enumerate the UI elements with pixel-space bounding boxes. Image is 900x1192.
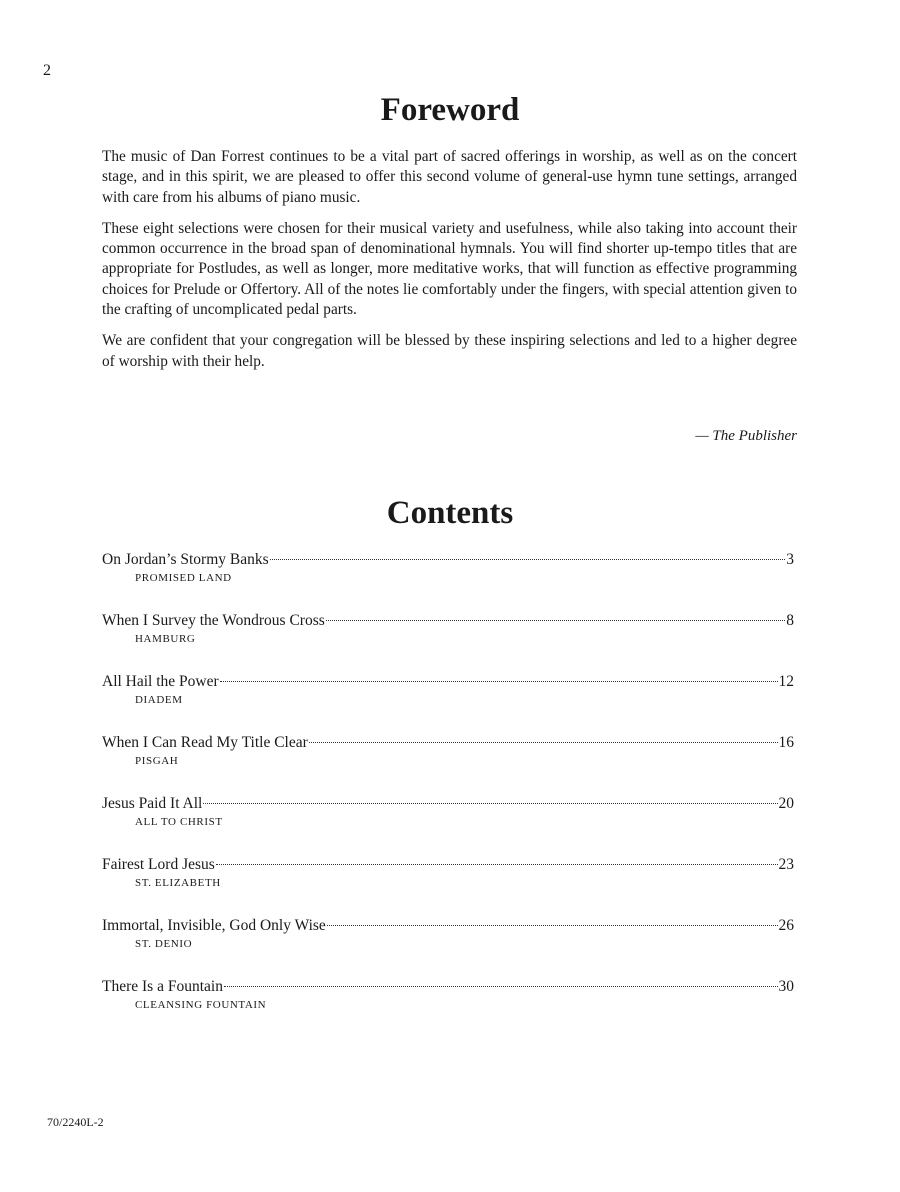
foreword-paragraph: The music of Dan Forrest continues to be a vital part of sacred offerings in worship, as well as on the concert stage, and in this spirit, we are pleased to offer this second volume of general-use hymn tune settings, arranged with care from his albums of piano music. — [102, 148, 797, 206]
toc-tune-name: ST. ELIZABETH — [135, 877, 221, 889]
catalog-number: 70/2240L-2 — [47, 1115, 104, 1129]
toc-item — [102, 733, 794, 794]
toc-title: When I Survey the Wondrous Cross — [102, 612, 325, 629]
signature: — The Publisher — [695, 428, 797, 444]
contents-title: Contents — [386, 495, 514, 531]
foreword-body — [102, 147, 797, 383]
foreword-paragraph: We are confident that your congregation will be blessed by these inspiring selections and led to a higher degree of worship with their help. — [102, 332, 797, 370]
toc-item — [102, 672, 794, 733]
toc-leader-dots — [203, 803, 777, 804]
toc-leader-dots — [309, 742, 778, 743]
page-number: 2 — [43, 62, 51, 79]
toc-leader-dots — [270, 559, 786, 560]
toc-tune-name: ALL TO CHRIST — [135, 816, 223, 828]
toc-page-number: 12 — [778, 673, 794, 690]
toc-tune-name: DIADEM — [135, 694, 183, 706]
toc-leader-dots — [326, 620, 785, 621]
toc-title: There Is a Fountain — [102, 978, 223, 995]
toc-leader-dots — [216, 864, 778, 865]
toc-title: Fairest Lord Jesus — [102, 856, 215, 873]
toc-title: On Jordan’s Stormy Banks — [102, 551, 269, 568]
table-of-contents — [102, 550, 794, 1038]
toc-page-number: 16 — [778, 734, 794, 751]
toc-leader-dots — [327, 925, 778, 926]
toc-tune-name: ST. DENIO — [135, 938, 193, 950]
toc-title: All Hail the Power — [102, 673, 219, 690]
toc-page-number: 8 — [786, 612, 794, 629]
toc-page-number: 20 — [778, 795, 794, 812]
toc-title: Jesus Paid It All — [102, 795, 203, 812]
toc-page-number: 30 — [778, 978, 794, 995]
toc-page-number: 3 — [786, 551, 794, 568]
toc-tune-name: PISGAH — [135, 755, 179, 767]
foreword-paragraph: These eight selections were chosen for their musical variety and usefulness, while also taking into account their common occurrence in the broad span of denominational hymnals. You will find shorter up-tempo titles that are appropriate for Postludes, as well as longer, more meditative works, that will function as effective programming choices for Prelude or Offertory. All of the notes lie comfortably under the fingers, with special attention given to the crafting of uncomplicated pedal parts. — [102, 219, 797, 319]
toc-leader-dots — [224, 986, 778, 987]
toc-page-number: 23 — [778, 856, 794, 873]
toc-title: When I Can Read My Title Clear — [102, 734, 308, 751]
toc-title: Immortal, Invisible, God Only Wise — [102, 917, 326, 934]
toc-tune-name: HAMBURG — [135, 633, 196, 645]
foreword-title: Foreword — [380, 92, 520, 128]
toc-leader-dots — [220, 681, 778, 682]
toc-tune-name: PROMISED LAND — [135, 572, 232, 584]
toc-item — [102, 855, 794, 916]
toc-item — [102, 916, 794, 977]
toc-item — [102, 550, 794, 611]
toc-item — [102, 977, 794, 1038]
toc-item — [102, 794, 794, 855]
toc-page-number: 26 — [778, 917, 794, 934]
toc-tune-name: CLEANSING FOUNTAIN — [135, 999, 267, 1011]
toc-item — [102, 611, 794, 672]
